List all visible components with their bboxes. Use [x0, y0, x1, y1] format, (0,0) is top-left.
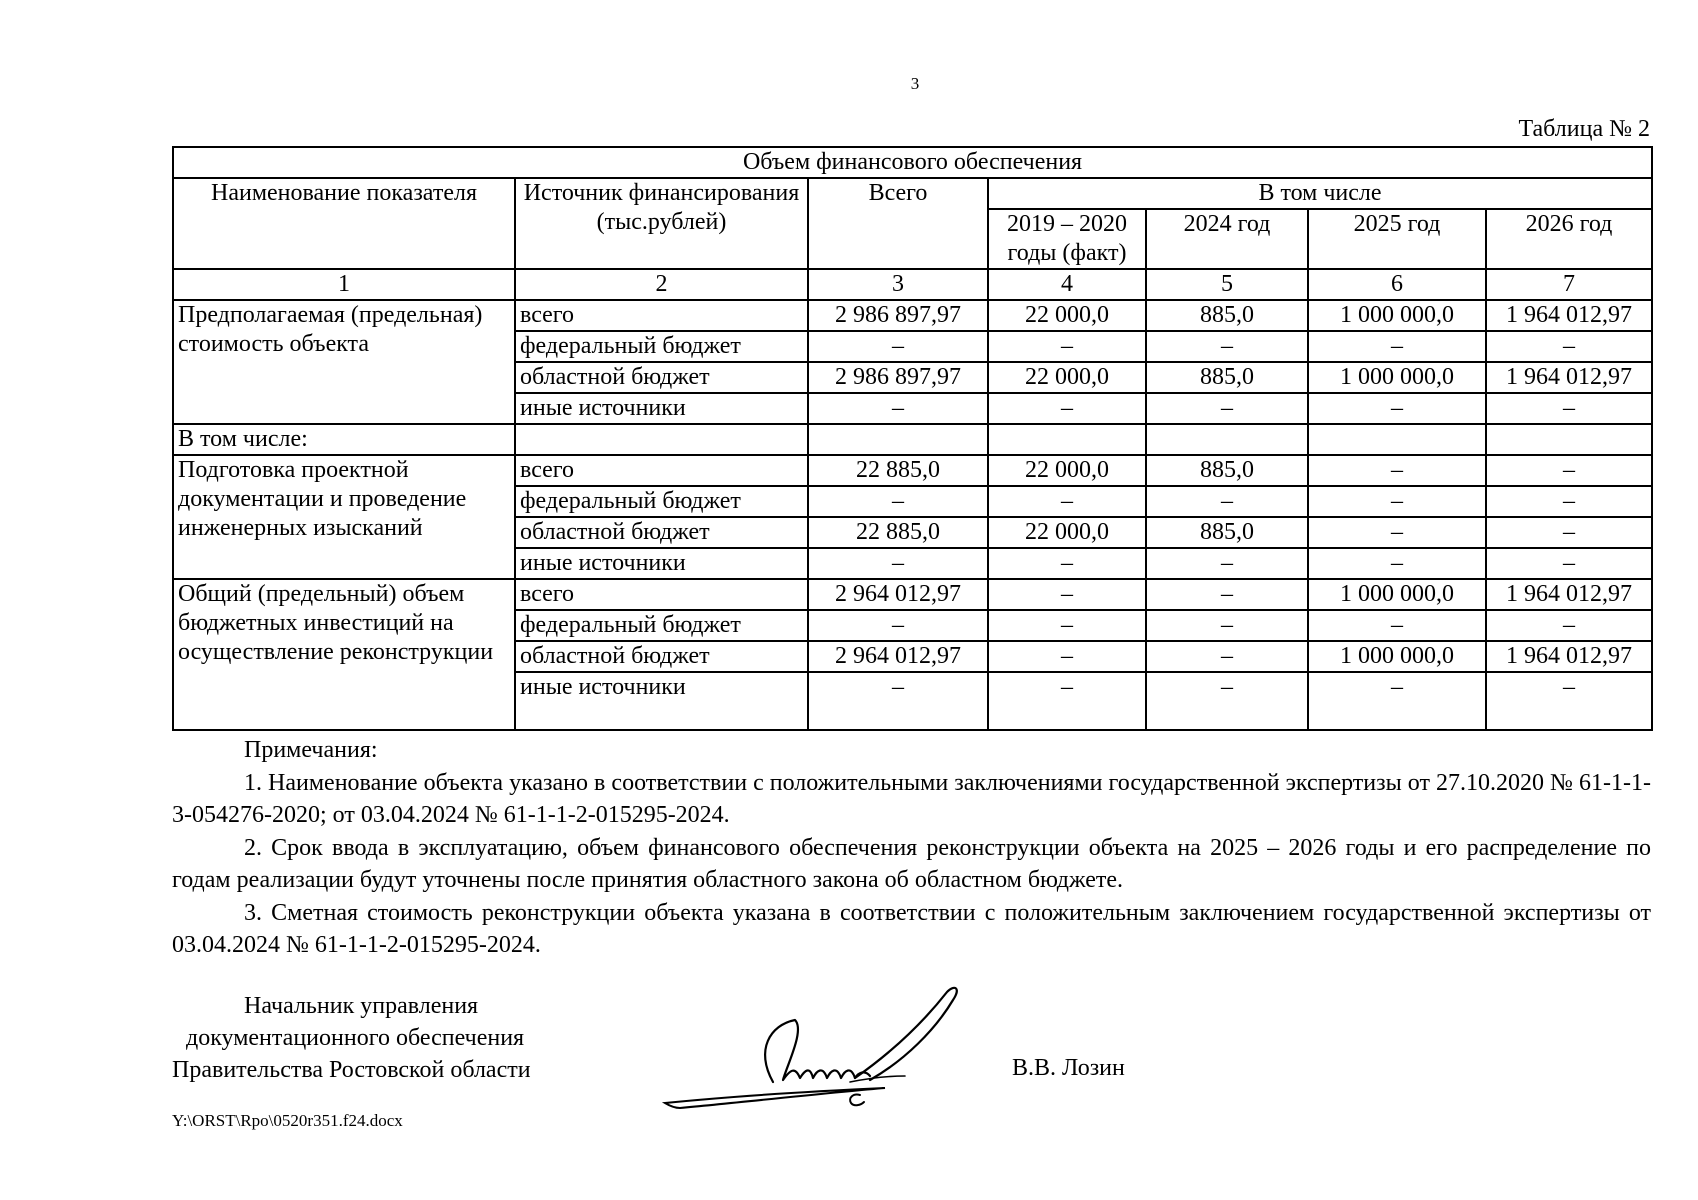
year-cell: –: [1146, 486, 1308, 517]
notes-heading: Примечания:: [244, 737, 378, 763]
year-cell: –: [1308, 610, 1486, 641]
year-cell: 885,0: [1146, 362, 1308, 393]
year-cell: –: [1486, 455, 1652, 486]
year-cell: –: [988, 672, 1146, 730]
total-cell: 2 964 012,97: [808, 579, 988, 610]
source-cell: федеральный бюджет: [515, 331, 808, 362]
total-cell: –: [808, 331, 988, 362]
page-number: 3: [910, 74, 920, 93]
total-cell: –: [808, 610, 988, 641]
empty-cell: [1308, 424, 1486, 455]
column-number: 6: [1308, 269, 1486, 300]
year-cell: –: [1486, 517, 1652, 548]
year-cell: –: [1146, 393, 1308, 424]
total-cell: –: [808, 393, 988, 424]
year-cell: –: [1486, 610, 1652, 641]
table-caption: Таблица № 2: [1518, 116, 1650, 142]
note-item: 2. Срок ввода в эксплуатацию, объем финансового обеспечения реконструкции объекта на 2025 – 2026 годы и его распределение по годам реализации будут уточнены после принятия областного закона об областном бюджете.: [172, 835, 1651, 893]
year-cell: –: [1308, 331, 1486, 362]
year-cell: –: [1308, 517, 1486, 548]
total-cell: –: [808, 672, 988, 730]
source-cell: федеральный бюджет: [515, 610, 808, 641]
empty-cell: [1486, 424, 1652, 455]
header-indicator: Наименование показателя: [173, 178, 515, 269]
year-cell: 22 000,0: [988, 362, 1146, 393]
year-cell: 1 000 000,0: [1308, 579, 1486, 610]
year-cell: 1 964 012,97: [1486, 362, 1652, 393]
year-cell: –: [988, 641, 1146, 672]
year-cell: –: [1146, 548, 1308, 579]
position-line: Начальник управления: [244, 993, 479, 1019]
position-line: Правительства Ростовской области: [172, 1057, 531, 1083]
header-source: Источник финансирования (тыс.рублей): [515, 178, 808, 269]
source-cell: областной бюджет: [515, 362, 808, 393]
column-number: 2: [515, 269, 808, 300]
year-cell: 1 964 012,97: [1486, 579, 1652, 610]
group-name: Предполагаемая (предельная) стоимость объекта: [173, 300, 515, 424]
year-cell: –: [988, 486, 1146, 517]
note-item: 3. Сметная стоимость реконструкции объекта указана в соответствии с положительным заключением государственной экспертизы от 03.04.2024 № 61-1-1-2-015295-2024.: [172, 900, 1651, 958]
subheading-cell: В том числе:: [173, 424, 515, 455]
year-cell: –: [988, 393, 1146, 424]
year-cell: –: [988, 579, 1146, 610]
year-cell: –: [1486, 331, 1652, 362]
empty-cell: [808, 424, 988, 455]
total-cell: 22 885,0: [808, 517, 988, 548]
year-cell: –: [1146, 641, 1308, 672]
source-cell: всего: [515, 579, 808, 610]
column-number: 7: [1486, 269, 1652, 300]
year-cell: 1 000 000,0: [1308, 300, 1486, 331]
header-including: В том числе: [988, 178, 1652, 209]
year-cell: –: [988, 331, 1146, 362]
header-year-2025: 2025 год: [1308, 209, 1486, 269]
year-cell: –: [988, 610, 1146, 641]
financing-table: [172, 146, 1653, 731]
year-cell: 1 000 000,0: [1308, 641, 1486, 672]
source-cell: областной бюджет: [515, 517, 808, 548]
total-cell: –: [808, 486, 988, 517]
year-cell: 885,0: [1146, 517, 1308, 548]
source-cell: областной бюджет: [515, 641, 808, 672]
year-cell: 22 000,0: [988, 455, 1146, 486]
column-number: 4: [988, 269, 1146, 300]
note-item: 1. Наименование объекта указано в соответствии с положительными заключениями государственной экспертизы от 27.10.2020 № 61-1-1-3-054276-2020; от 03.04.2024 № 61-1-1-2-015295-2024.: [172, 770, 1651, 828]
header-year-2019-2020: 2019 – 2020 годы (факт): [988, 209, 1146, 269]
file-path: Y:\ORST\Rpo\0520r351.f24.docx: [172, 1111, 403, 1130]
source-cell: всего: [515, 300, 808, 331]
handwritten-signature: [655, 980, 985, 1120]
year-cell: –: [1486, 548, 1652, 579]
empty-cell: [1146, 424, 1308, 455]
total-cell: 2 986 897,97: [808, 300, 988, 331]
year-cell: –: [1146, 610, 1308, 641]
column-number: 3: [808, 269, 988, 300]
notes-section: [172, 734, 1651, 962]
total-cell: –: [808, 548, 988, 579]
year-cell: 1 964 012,97: [1486, 641, 1652, 672]
year-cell: –: [1146, 672, 1308, 730]
source-cell: иные источники: [515, 393, 808, 424]
source-cell: всего: [515, 455, 808, 486]
header-year-2026: 2026 год: [1486, 209, 1652, 269]
column-number: 5: [1146, 269, 1308, 300]
year-cell: 1 000 000,0: [1308, 362, 1486, 393]
group-name: Общий (предельный) объем бюджетных инвестиций на осуществление реконструкции: [173, 579, 515, 730]
year-cell: 885,0: [1146, 455, 1308, 486]
group-name: Подготовка проектной документации и проведение инженерных изысканий: [173, 455, 515, 579]
year-cell: –: [1486, 672, 1652, 730]
total-cell: 22 885,0: [808, 455, 988, 486]
year-cell: –: [1308, 486, 1486, 517]
source-cell: иные источники: [515, 548, 808, 579]
table-title: Объем финансового обеспечения: [173, 147, 1652, 178]
signer-name: В.В. Лозин: [1012, 1055, 1125, 1081]
source-cell: иные источники: [515, 672, 808, 730]
empty-cell: [515, 424, 808, 455]
column-number: 1: [173, 269, 515, 300]
year-cell: 22 000,0: [988, 517, 1146, 548]
year-cell: 22 000,0: [988, 300, 1146, 331]
source-cell: федеральный бюджет: [515, 486, 808, 517]
total-cell: 2 964 012,97: [808, 641, 988, 672]
year-cell: –: [988, 548, 1146, 579]
header-year-2024: 2024 год: [1146, 209, 1308, 269]
year-cell: –: [1308, 455, 1486, 486]
year-cell: –: [1146, 331, 1308, 362]
year-cell: 885,0: [1146, 300, 1308, 331]
year-cell: –: [1486, 486, 1652, 517]
header-total: Всего: [808, 178, 988, 269]
year-cell: –: [1308, 672, 1486, 730]
year-cell: 1 964 012,97: [1486, 300, 1652, 331]
empty-cell: [988, 424, 1146, 455]
total-cell: 2 986 897,97: [808, 362, 988, 393]
year-cell: –: [1486, 393, 1652, 424]
year-cell: –: [1146, 579, 1308, 610]
position-line: документационного обеспечения: [186, 1025, 525, 1051]
signatory-position: [172, 990, 531, 1086]
year-cell: –: [1308, 548, 1486, 579]
year-cell: –: [1308, 393, 1486, 424]
